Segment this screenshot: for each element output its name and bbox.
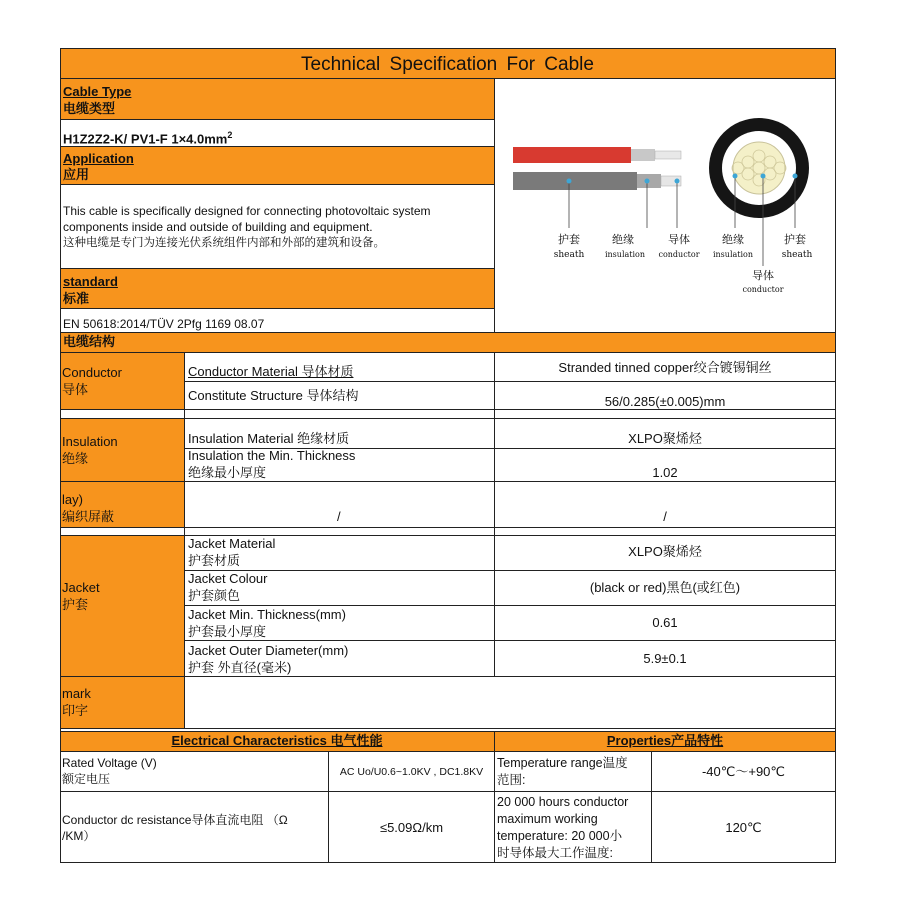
jacket-diameter-value: 5.9±0.1	[643, 651, 687, 666]
application-text-2: components inside and outside of building and equipment.	[63, 220, 373, 234]
jacket-diameter-name-cn: 护套 外直径(毫米)	[188, 660, 292, 675]
jacket-colour-name-cn: 护套颜色	[188, 588, 241, 603]
label-sheath-en: sheath	[553, 250, 585, 260]
application-text-cn: 这种电缆是专门为连接光伏系统组件内部和外部的建筑和设备。	[63, 237, 385, 249]
label-conductor-cn: 导体	[668, 233, 690, 246]
cable-illustration	[497, 80, 833, 330]
temperature-label-1: Temperature range温度	[497, 756, 628, 770]
standard-value: EN 50618:2014/TÜV 2Pfg 1169 08.07	[63, 317, 265, 331]
label-insulation-en: insulation	[604, 250, 646, 259]
resistance-label-1: Conductor dc resistance导体直流电阻 （Ω	[62, 813, 288, 827]
conductor-material-value: Stranded tinned copper绞合镀锡铜丝	[558, 360, 772, 375]
label-sheath2-en: sheath	[781, 250, 813, 260]
red-cable-insulation	[631, 149, 655, 161]
red-cable-conductor	[655, 151, 681, 159]
resistance-label-2: /KM）	[62, 829, 96, 843]
temperature-value: -40℃～+90℃	[701, 764, 786, 779]
insulation-thickness-value: 1.02	[652, 465, 678, 480]
insulation-material-name: Insulation Material 绝缘材质	[188, 431, 350, 446]
label-insulation2-en: insulation	[712, 250, 754, 259]
max-temp-line-4: 时导体最大工作温度:	[497, 846, 613, 860]
resistance-value: ≤5.09Ω/km	[379, 820, 444, 835]
label-insulation-cn: 绝缘	[612, 233, 634, 246]
label-sheath2-cn: 护套	[784, 233, 806, 246]
jacket-material-value: XLPO聚烯烃	[628, 544, 702, 559]
application-text-1: This cable is specifically designed for connecting photovoltaic system	[63, 204, 431, 218]
max-temp-line-1: 20 000 hours conductor	[497, 795, 629, 809]
grey-cable-sheath	[513, 172, 637, 190]
jacket-thickness-value: 0.61	[652, 615, 678, 630]
braid-value: /	[663, 509, 667, 524]
jacket-label-cn: 护套	[62, 597, 89, 612]
page-title: Technical Specification For Cable	[301, 54, 594, 75]
label-conductor-en: conductor	[658, 250, 700, 259]
label-conductor2-cn: 导体	[752, 269, 774, 282]
conductor-label-cn: 导体	[62, 382, 89, 397]
rated-voltage-label-cn: 额定电压	[62, 772, 111, 786]
temperature-label-2: 范围:	[497, 773, 526, 787]
conductor-label-en: Conductor	[62, 365, 122, 380]
application-label-cn: 应用	[63, 167, 90, 182]
structure-header-bg	[60, 332, 835, 352]
braid-name: /	[337, 509, 341, 524]
mark-label-en: mark	[62, 686, 91, 701]
label-sheath-cn: 护套	[558, 233, 580, 246]
label-conductor2-en: conductor	[742, 285, 784, 294]
jacket-material-name-cn: 护套材质	[188, 553, 241, 568]
cable-type-sup: 2	[227, 130, 233, 140]
jacket-thickness-name-cn: 护套最小厚度	[188, 624, 267, 639]
rated-voltage-label-en: Rated Voltage (V)	[62, 756, 157, 770]
jacket-colour-name-en: Jacket Colour	[188, 571, 268, 586]
insulation-material-value: XLPO聚烯烃	[628, 431, 702, 446]
standard-label-en: standard	[63, 274, 118, 289]
insulation-label-en: Insulation	[62, 434, 118, 449]
max-temp-line-3: temperature: 20 000小	[497, 829, 623, 843]
cable-type-text: H1Z2Z2-K/ PV1-F 1×4.0mm	[63, 131, 228, 147]
cable-type-label-en: Cable Type	[63, 84, 132, 99]
jacket-colour-value: (black or red)黑色(或红色)	[589, 580, 741, 595]
properties-header: Properties产品特性	[606, 733, 724, 748]
braid-label-en: lay)	[62, 492, 83, 507]
insulation-thickness-name-cn: 绝缘最小厚度	[188, 465, 267, 480]
max-temp-line-2: maximum working	[497, 812, 598, 826]
conductor-material-name: Conductor Material 导体材质	[188, 364, 354, 379]
label-insulation2-cn: 绝缘	[722, 233, 744, 246]
constitute-structure-value: 56/0.285(±0.005)mm	[604, 394, 726, 409]
insulation-label-cn: 绝缘	[62, 451, 89, 466]
red-cable-sheath	[513, 147, 631, 163]
mark-label-bg	[60, 676, 184, 728]
jacket-thickness-name-en: Jacket Min. Thickness(mm)	[188, 607, 346, 622]
standard-bg	[60, 268, 494, 308]
structure-header: 电缆结构	[63, 334, 116, 349]
jacket-material-name-en: Jacket Material	[188, 536, 276, 551]
cable-diagram	[497, 80, 833, 330]
application-label-en: Application	[63, 151, 134, 166]
insulation-thickness-name-en: Insulation the Min. Thickness	[188, 448, 356, 463]
cable-type-value	[63, 127, 232, 147]
constitute-structure-name: Constitute Structure 导体结构	[188, 388, 359, 403]
cable-type-label-cn: 电缆类型	[63, 101, 116, 116]
standard-label-cn: 标准	[63, 291, 90, 306]
jacket-label-en: Jacket	[62, 580, 100, 595]
braid-label-cn: 编织屏蔽	[62, 509, 115, 524]
electrical-header: Electrical Characteristics 电气性能	[171, 733, 383, 748]
max-temp-value: 120℃	[725, 820, 762, 835]
mark-label-cn: 印字	[62, 703, 89, 718]
rated-voltage-value: AC Uo/U0.6~1.0KV , DC1.8KV	[339, 766, 484, 778]
jacket-diameter-name-en: Jacket Outer Diameter(mm)	[188, 643, 349, 658]
